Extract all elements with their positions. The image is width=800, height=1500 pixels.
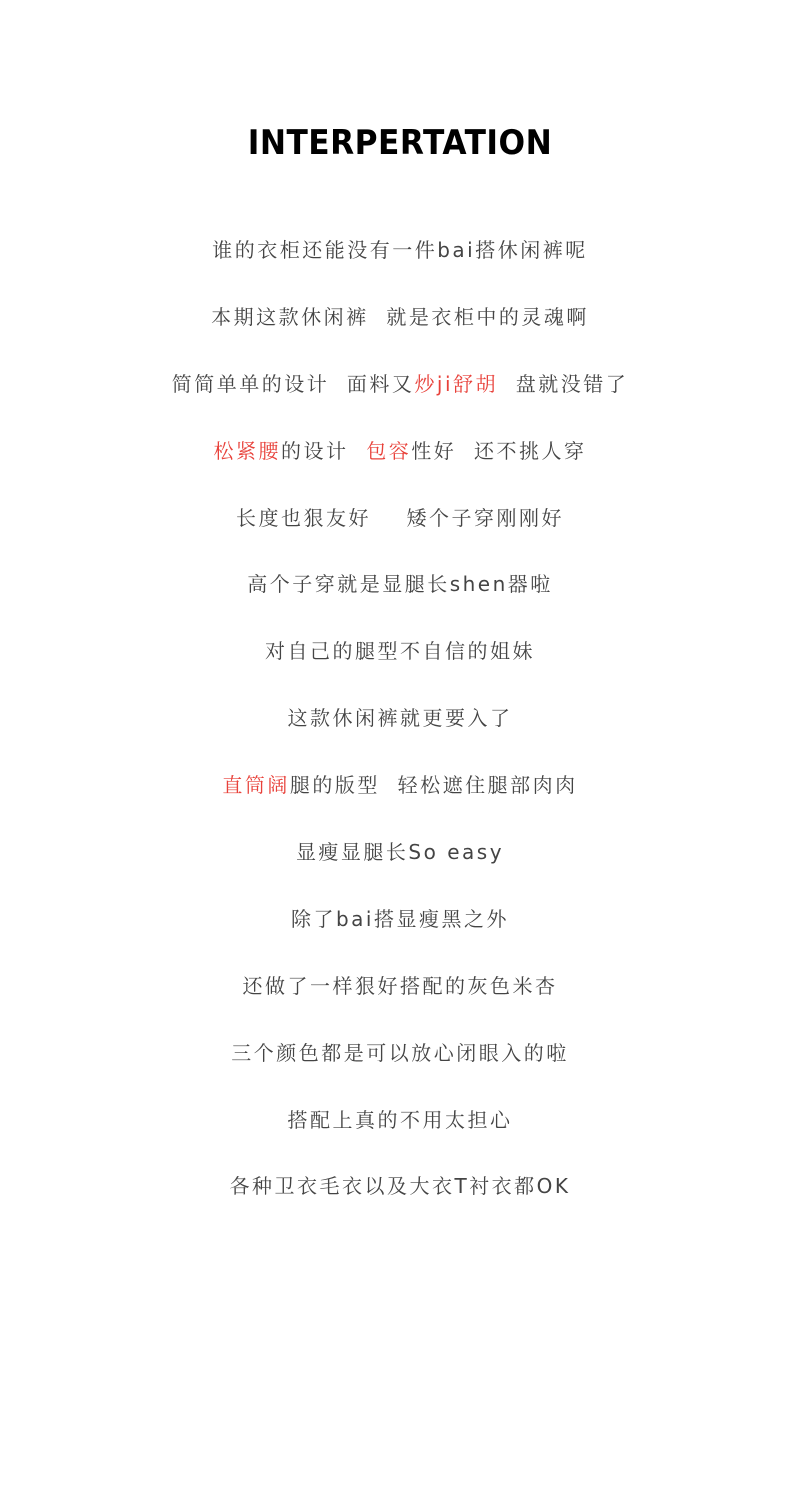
description-line — [0, 298, 800, 365]
description-line — [0, 632, 800, 699]
highlighted-text: 包容 — [366, 438, 412, 463]
description-line — [0, 432, 800, 499]
line-text: 本期这款休闲裤 就是衣柜中的灵魂啊 — [211, 304, 589, 329]
description-line — [0, 1101, 800, 1168]
line-text: 显瘦显腿长So easy — [295, 840, 505, 865]
line-text: 性好 还不挑人穿 — [411, 438, 587, 463]
description-line — [0, 365, 800, 432]
line-text: 三个颜色都是可以放心闭眼入的啦 — [231, 1040, 569, 1065]
description-line — [0, 1167, 800, 1234]
description-line — [0, 1034, 800, 1101]
line-text: 还做了一样狠好搭配的灰色米杏 — [242, 973, 558, 998]
line-text: 高个子穿就是显腿长shen器啦 — [247, 572, 553, 597]
page-title: INTERPERTATION — [247, 122, 553, 163]
description-line — [0, 967, 800, 1034]
line-text: 对自己的腿型不自信的姐妹 — [265, 639, 535, 664]
highlighted-text: 松紧腰 — [213, 438, 282, 463]
line-text: 长度也狠友好 矮个子穿刚刚好 — [236, 505, 564, 530]
line-text: 各种卫衣毛衣以及大衣T衬衣都OK — [229, 1174, 571, 1199]
description-line — [0, 565, 800, 632]
line-text: 这款休闲裤就更要入了 — [287, 706, 513, 731]
line-text: 腿的版型 轻松遮住腿部肉肉 — [289, 773, 578, 798]
line-text: 谁的衣柜还能没有一件bai搭休闲裤呢 — [212, 238, 588, 262]
description-line — [0, 499, 800, 566]
description-line — [0, 231, 800, 298]
highlighted-text: 直筒阔 — [222, 773, 290, 798]
line-text: 盘就没错了 — [498, 371, 629, 396]
line-text: 除了bai搭显瘦黑之外 — [290, 906, 509, 931]
description-line — [0, 833, 800, 900]
description-line — [0, 699, 800, 766]
description-line — [0, 766, 800, 833]
description-line — [0, 900, 800, 967]
line-text: 简简单单的设计 面料又 — [171, 371, 415, 396]
description-lines — [0, 231, 800, 1234]
line-text: 搭配上真的不用太担心 — [287, 1107, 513, 1132]
line-text: 的设计 — [281, 438, 367, 463]
highlighted-text: 炒ji舒胡 — [414, 371, 499, 396]
